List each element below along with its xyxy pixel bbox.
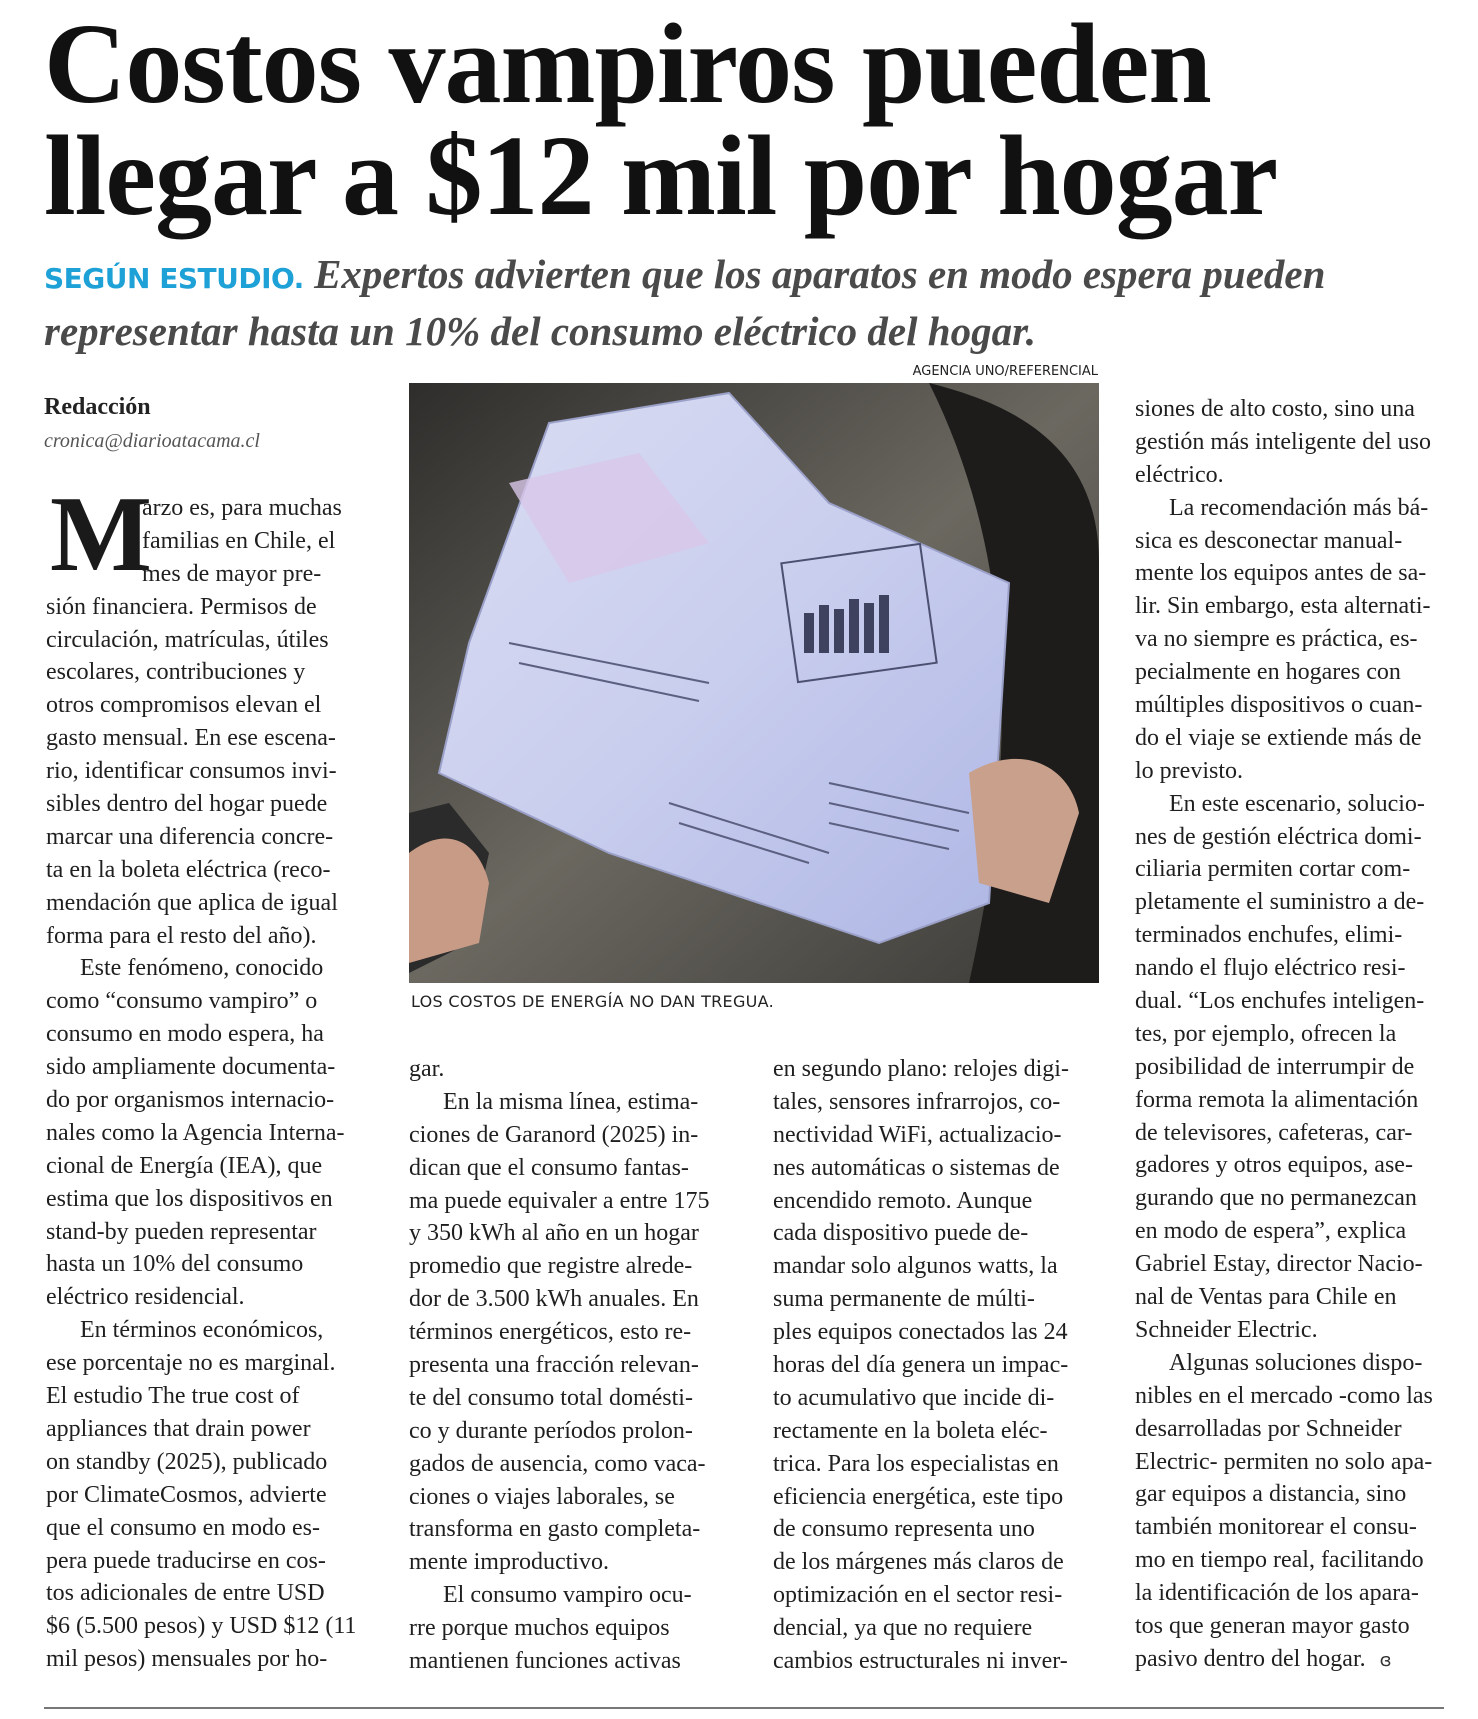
article-line: mantienen funciones activas xyxy=(409,1648,681,1675)
headline xyxy=(44,0,1444,239)
article-line: familias en Chile, el xyxy=(142,527,336,554)
article-line: dencial, ya que no requiere xyxy=(773,1615,1033,1642)
article-line: pecialmente en hogares con xyxy=(1135,659,1401,686)
article-line: en segundo plano: relojes digi- xyxy=(773,1056,1069,1082)
article-line: dual. “Los enchufes inteligen- xyxy=(1135,988,1425,1015)
article-line: te del consumo total domésti- xyxy=(409,1384,693,1411)
article-line: términos energéticos, esto re- xyxy=(409,1319,692,1346)
article-line: hasta un 10% del consumo xyxy=(46,1251,304,1278)
article-line: gar. xyxy=(409,1056,445,1082)
article-line: sido ampliamente documenta- xyxy=(46,1054,336,1081)
article-line: ciones o viajes laborales, se xyxy=(409,1483,675,1510)
article-line: Gabriel Estay, director Nacio- xyxy=(1135,1251,1423,1278)
article-line: eficiencia energética, este tipo xyxy=(773,1483,1064,1510)
article-line: desarrolladas por Schneider xyxy=(1135,1415,1402,1442)
article-line: mes de mayor pre- xyxy=(142,560,322,587)
article-line: cambios estructurales ni inver- xyxy=(773,1648,1068,1675)
article-line: lir. Sin embargo, esta alternati- xyxy=(1135,593,1431,620)
deck-kicker: SEGÚN ESTUDIO. xyxy=(44,262,304,295)
article-line: también monitorear el consu- xyxy=(1135,1514,1417,1541)
article-line: mente los equipos antes de sa- xyxy=(1135,560,1427,587)
article-line: En términos económicos, xyxy=(80,1317,324,1344)
article-line: marcar una diferencia concre- xyxy=(46,823,334,850)
article-line: co y durante períodos prolon- xyxy=(409,1417,693,1444)
article-line: por ClimateCosmos, advierte xyxy=(46,1481,327,1508)
article-line: to acumulativo que incide di- xyxy=(773,1384,1055,1411)
article-line: la identificación de los apara- xyxy=(1135,1580,1419,1607)
article-line: en modo de espera”, explica xyxy=(1135,1218,1407,1245)
article-line: como “consumo vampiro” o xyxy=(46,988,318,1015)
article-line: gestión más inteligente del uso xyxy=(1135,428,1431,455)
article-line: Algunas soluciones dispo- xyxy=(1169,1349,1423,1376)
article-line: otros compromisos elevan el xyxy=(46,692,322,719)
article-line: El estudio The true cost of xyxy=(46,1383,300,1410)
article-line: pera puede traducirse en cos- xyxy=(46,1547,326,1574)
article-line: posibilidad de interrumpir de xyxy=(1135,1053,1415,1080)
article-line: mandar solo algunos watts, la xyxy=(773,1253,1058,1280)
article-line: nibles en el mercado -como las xyxy=(1135,1382,1433,1409)
article-line: Electric- permiten no solo apa- xyxy=(1135,1448,1433,1475)
article-line: gasto mensual. En ese escena- xyxy=(46,725,336,752)
article-line: encendido remoto. Aunque xyxy=(773,1187,1033,1214)
end-mark-icon: ɞ xyxy=(1379,1649,1392,1671)
article-line: presenta una fracción relevan- xyxy=(409,1352,699,1379)
article-line: de televisores, cafeteras, car- xyxy=(1135,1119,1413,1146)
article-line: y 350 kWh al año en un hogar xyxy=(409,1220,699,1247)
article-line: mil pesos) mensuales por ho- xyxy=(46,1646,328,1673)
article-line: trica. Para los especialistas en xyxy=(773,1450,1059,1477)
article-line: promedio que registre alrede- xyxy=(409,1253,693,1280)
article-line: eléctrico. xyxy=(1135,461,1224,488)
electricity-bill-photo xyxy=(409,383,1099,983)
article-line: forma para el resto del año). xyxy=(46,922,317,949)
article-line: do por organismos internacio- xyxy=(46,1087,335,1114)
article-line: ciones de Garanord (2025) in- xyxy=(409,1121,699,1148)
article-line: pasivo dentro del hogar. ɞ xyxy=(1135,1643,1461,1676)
article-line: siones de alto costo, sino una xyxy=(1135,396,1415,422)
article-line: rre porque muchos equipos xyxy=(409,1615,670,1642)
article-line: arzo es, para muchas xyxy=(142,495,342,521)
article-line: tes, por ejemplo, ofrecen la xyxy=(1135,1020,1397,1047)
article-line: do el viaje se extiende más de xyxy=(1135,724,1422,751)
article-line: optimización en el sector resi- xyxy=(773,1582,1063,1609)
article-line: mente improductivo. xyxy=(409,1549,609,1576)
article-line: nal de Ventas para Chile en xyxy=(1135,1284,1397,1311)
photo-credit: AGENCIA UNO/REFERENCIAL xyxy=(912,364,1098,379)
article-line: gados de ausencia, como vaca- xyxy=(409,1450,706,1477)
deck xyxy=(44,248,1444,357)
article-line: que el consumo en modo es- xyxy=(46,1514,320,1541)
article-line: gurando que no permanezcan xyxy=(1135,1185,1417,1212)
article-line: ma puede equivaler a entre 175 xyxy=(409,1187,710,1214)
article-line: on standby (2025), publicado xyxy=(46,1448,328,1475)
byline-author: Redacción xyxy=(44,394,151,420)
article-line: sibles dentro del hogar puede xyxy=(46,791,328,818)
article-line: ese porcentaje no es marginal. xyxy=(46,1350,336,1377)
article-line: suma permanente de múlti- xyxy=(773,1286,1035,1313)
article-line: ciliaria permiten cortar com- xyxy=(1135,856,1411,883)
article-line: circulación, matrículas, útiles xyxy=(46,626,329,653)
deck-line-1 xyxy=(44,248,1444,305)
drop-cap: M xyxy=(50,475,152,594)
article-line: cional de Energía (IEA), que xyxy=(46,1152,323,1179)
article-line: tos que generan mayor gasto xyxy=(1135,1612,1410,1639)
bottom-rule xyxy=(44,1707,1444,1709)
article-column-3 xyxy=(773,1053,1099,1678)
article-line: lo previsto. xyxy=(1135,757,1243,784)
article-line: nales como la Agencia Interna- xyxy=(46,1119,345,1146)
article-line: gadores y otros equipos, ase- xyxy=(1135,1152,1413,1179)
article-line: stand-by pueden representar xyxy=(46,1218,317,1245)
article-line: mendación que aplica de igual xyxy=(46,889,338,916)
article-line: tos adicionales de entre USD xyxy=(46,1580,325,1607)
article-line: mo en tiempo real, facilitando xyxy=(1135,1547,1424,1574)
article-line: appliances that drain power xyxy=(46,1415,311,1442)
photo-caption: LOS COSTOS DE ENERGÍA NO DAN TREGUA. xyxy=(411,992,775,1011)
headline-line-1: Costos vampiros pueden xyxy=(44,0,1211,127)
article-line: Schneider Electric. xyxy=(1135,1316,1318,1343)
article-line: rio, identificar consumos invi- xyxy=(46,758,337,785)
article-photo xyxy=(409,383,1099,983)
article-column-1 xyxy=(46,475,372,1676)
article-column-2 xyxy=(409,1053,731,1678)
article-line: nes de gestión eléctrica domi- xyxy=(1135,823,1422,850)
article-line: forma remota la alimentación xyxy=(1135,1086,1419,1113)
article-line: horas del día genera un impac- xyxy=(773,1352,1069,1379)
article-line: El consumo vampiro ocu- xyxy=(443,1582,692,1609)
byline-email: cronica@diarioatacama.cl xyxy=(44,430,260,452)
article-line: En la misma línea, estima- xyxy=(443,1088,699,1115)
article-column-4 xyxy=(1135,393,1461,1676)
article-line: gar equipos a distancia, sino xyxy=(1135,1481,1407,1508)
article-line: cada dispositivo puede de- xyxy=(773,1220,1029,1247)
deck-text-2: representar hasta un 10% del consumo eléctrico del hogar. xyxy=(44,308,1037,354)
article-line: tales, sensores infrarrojos, co- xyxy=(773,1088,1061,1115)
article-line: múltiples dispositivos o cuan- xyxy=(1135,692,1423,719)
article-line: de consumo representa uno xyxy=(773,1516,1035,1543)
article-line: Este fenómeno, conocido xyxy=(80,955,324,982)
article-line: escolares, contribuciones y xyxy=(46,659,306,686)
article-line: ta en la boleta eléctrica (reco- xyxy=(46,856,331,883)
article-line: nes automáticas o sistemas de xyxy=(773,1154,1060,1181)
article-line: nectividad WiFi, actualizacio- xyxy=(773,1121,1062,1148)
article-line: estima que los dispositivos en xyxy=(46,1185,333,1212)
article-line: terminados enchufes, elimi- xyxy=(1135,922,1403,949)
article-line: eléctrico residencial. xyxy=(46,1284,245,1311)
article-line: dor de 3.500 kWh anuales. En xyxy=(409,1286,699,1313)
article-line: va no siempre es práctica, es- xyxy=(1135,626,1418,653)
headline-line-2: llegar a $12 mil por hogar xyxy=(44,112,1278,239)
deck-text-1: Expertos advierten que los aparatos en modo espera pueden xyxy=(314,251,1326,297)
article-line: nando el flujo eléctrico resi- xyxy=(1135,955,1406,982)
article-line: sión financiera. Permisos de xyxy=(46,593,317,620)
article-line: transforma en gasto completa- xyxy=(409,1516,701,1543)
article-line: pletamente el suministro a de- xyxy=(1135,889,1425,916)
article-line: $6 (5.500 pesos) y USD $12 (11 xyxy=(46,1613,357,1640)
article-line: consumo en modo espera, ha xyxy=(46,1021,324,1048)
article-line: sica es desconectar manual- xyxy=(1135,527,1403,554)
article-line: dican que el consumo fantas- xyxy=(409,1154,689,1181)
article-line: de los márgenes más claros de xyxy=(773,1549,1064,1576)
article-line: rectamente en la boleta eléc- xyxy=(773,1417,1048,1444)
article-line: La recomendación más bá- xyxy=(1169,494,1429,521)
article-line: ples equipos conectados las 24 xyxy=(773,1319,1068,1346)
article-line: En este escenario, solucio- xyxy=(1169,790,1425,817)
